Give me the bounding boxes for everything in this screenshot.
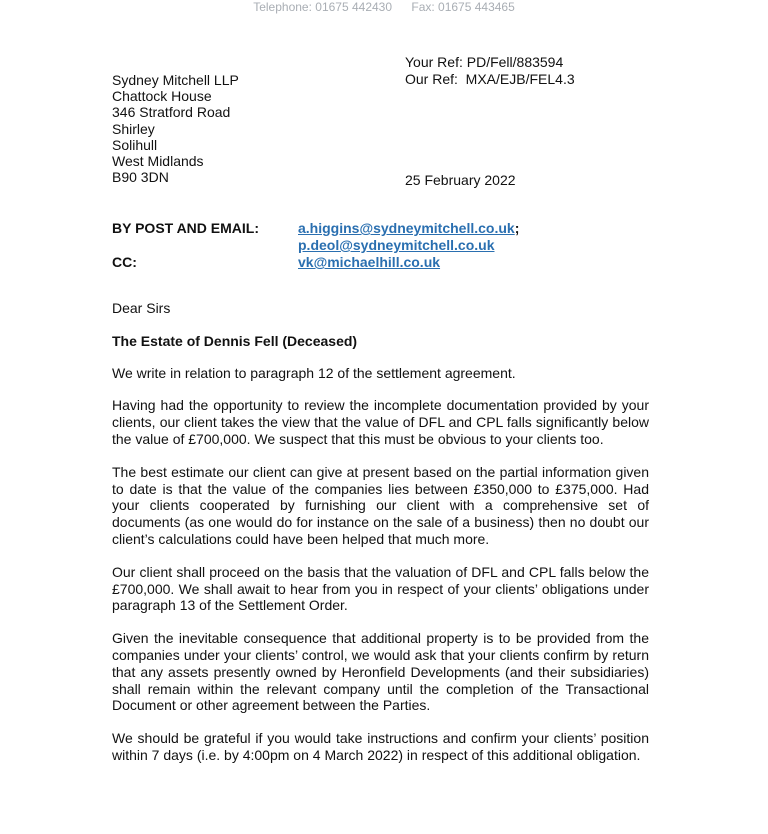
paragraph: We write in relation to paragraph 12 of the settlement agreement.	[112, 364, 516, 381]
paragraph: Our client shall proceed on the basis that the valuation of DFL and CPL falls below the £700,000. We shall await to hear from you in respect of your clients’ obligations under paragraph 13 of the Settlement Order.	[112, 563, 649, 614]
delivery-routing	[112, 220, 519, 271]
paragraph: We should be grateful if you would take instructions and confirm your clients’ position within 7 days (i.e. by 4:00pm on 4 March 2022) in respect of this additional obligation.	[112, 730, 649, 763]
salutation: Dear Sirs	[112, 300, 171, 316]
letter-date: 25 February 2022	[405, 172, 516, 188]
letterhead-contact	[0, 0, 768, 14]
address-line: 346 Stratford Road	[112, 104, 231, 121]
paragraph: The best estimate our client can give at present based on the partial information given to date is that the value of the companies lies between £350,000 to £375,000. Had your clients cooperated by furnishing our client with a comprehensive set of documents (as one would do for instance on the sale of a business) then no doubt our client’s calculations could have been helped that much more.	[112, 463, 649, 547]
cc-email-link[interactable]: vk@michaelhill.co.uk	[298, 254, 441, 270]
subject-heading: The Estate of Dennis Fell (Deceased)	[112, 332, 358, 349]
fax-number: Fax: 01675 443465	[411, 0, 515, 14]
address-line: Solihull	[112, 136, 158, 153]
paragraph: Having had the opportunity to review the incomplete documentation provided by your clients, our client takes the view that the value of DFL and CPL falls significantly below the value of £700,000. We suspect that this must be obvious to your clients too.	[112, 397, 649, 447]
telephone-number: Telephone: 01675 442430	[253, 0, 393, 14]
references	[405, 54, 575, 88]
address-line: Shirley	[112, 120, 155, 137]
address-line: B90 3DN	[112, 169, 169, 186]
paragraph: Given the inevitable consequence that additional property is to be provided from the companies under your clients’ control, we would ask that your clients confirm by return that any assets presently owned by Heronfield Developments (and their subsidiaries) shall remain within the relevant company until the completion of the Transactional Document or other agreement between the Parties.	[112, 630, 649, 714]
email-link[interactable]: p.deol@sydneymitchell.co.uk	[298, 237, 495, 253]
letter-body	[112, 300, 649, 780]
your-reference: Your Ref: PD/Fell/883594	[405, 54, 564, 70]
post-email-label: BY POST AND EMAIL:	[112, 220, 260, 236]
address-line: Chattock House	[112, 88, 212, 105]
recipient-address	[112, 72, 239, 185]
address-line: West Midlands	[112, 153, 204, 170]
email-separator: ;	[514, 220, 520, 236]
email-link[interactable]: a.higgins@sydneymitchell.co.uk	[298, 220, 515, 236]
cc-label: CC:	[112, 254, 137, 270]
our-reference: Our Ref: MXA/EJB/FEL4.3	[405, 71, 575, 87]
address-line: Sydney Mitchell LLP	[112, 72, 239, 88]
